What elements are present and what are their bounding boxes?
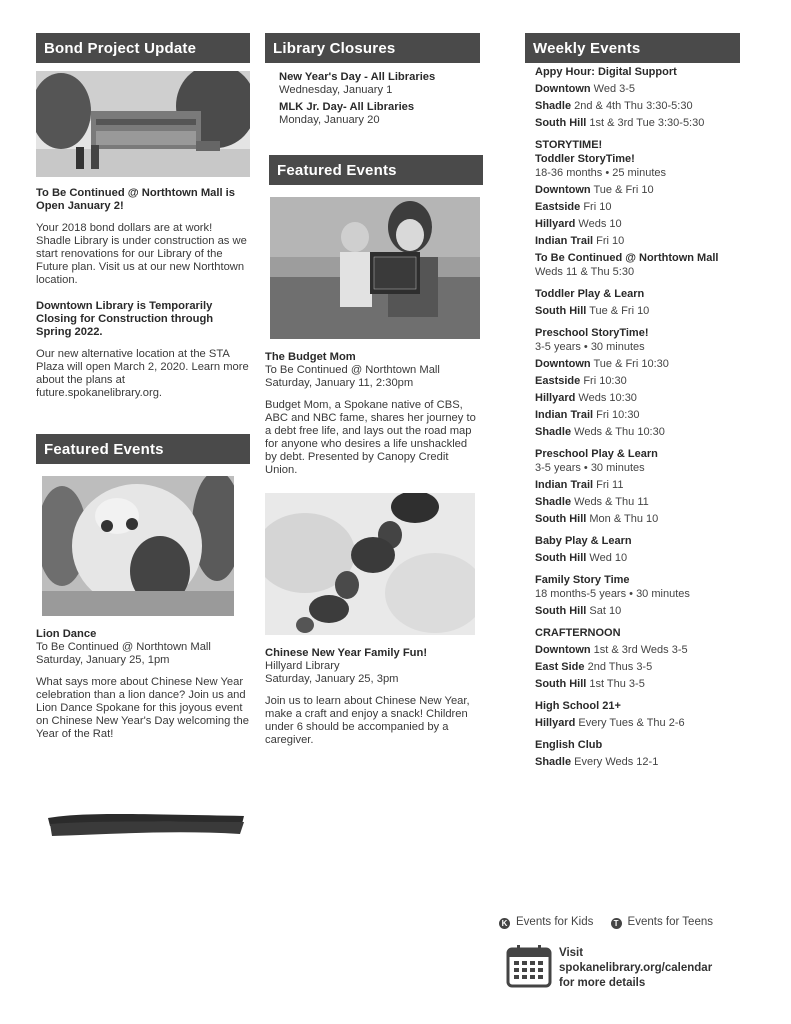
weekly-event-group xyxy=(535,699,740,730)
featured-events-header-middle: Featured Events xyxy=(269,155,483,185)
event-time: Fri 10 xyxy=(596,235,625,247)
visit-calendar-block xyxy=(506,944,713,993)
event-location: Downtown xyxy=(535,644,591,656)
event-location: South Hill xyxy=(535,117,587,129)
lion-dance-date: Saturday, January 25, 1pm xyxy=(36,654,170,666)
event-time: 1st & 3rd Tue 3:30-5:30 xyxy=(589,117,705,129)
event-time: Wed 10 xyxy=(589,552,628,564)
weekly-event-group xyxy=(535,534,740,565)
event-time: Weds 11 & Thu 5:30 xyxy=(535,266,635,278)
event-location: Shadle xyxy=(535,496,572,508)
weekly-event-row xyxy=(535,391,740,405)
cny-date: Saturday, January 25, 3pm xyxy=(265,673,399,685)
event-time: 1st Thu 3-5 xyxy=(589,678,645,690)
weekly-events-list xyxy=(535,65,740,769)
weekly-event-row xyxy=(535,425,740,439)
event-location: Hillyard xyxy=(535,392,576,404)
event-location: Hillyard xyxy=(535,717,576,729)
weekly-event-row xyxy=(535,99,740,113)
weekly-event-row xyxy=(535,116,740,130)
weekly-event-title: High School 21+ xyxy=(535,700,621,712)
budget-mom-photo xyxy=(270,197,480,339)
weekly-event-age-range: 3-5 years • 30 minutes xyxy=(535,462,645,474)
legend-kids xyxy=(499,916,593,929)
event-time: 2nd & 4th Thu 3:30-5:30 xyxy=(574,100,693,112)
event-location: Downtown xyxy=(535,184,591,196)
bond-title: To Be Continued @ Northtown Mall is Open January 2! xyxy=(36,187,236,212)
event-time: Wed 3-5 xyxy=(593,83,636,95)
weekly-event-age-range: 18 months-5 years • 30 minutes xyxy=(535,588,690,600)
event-location: South Hill xyxy=(535,513,587,525)
weekly-event-row xyxy=(535,374,740,388)
event-time: Tue & Fri 10:30 xyxy=(593,358,669,370)
event-location: South Hill xyxy=(535,605,587,617)
weekly-event-row xyxy=(535,82,740,96)
weekly-event-row xyxy=(535,716,740,730)
redacted-scribble xyxy=(44,808,248,840)
closure-date: Monday, January 20 xyxy=(279,114,380,126)
event-location: Indian Trail xyxy=(535,479,594,491)
teens-badge-icon: T xyxy=(611,918,622,929)
event-time: Tue & Fri 10 xyxy=(589,305,650,317)
event-location: Shadle xyxy=(535,100,572,112)
event-time: 2nd Thus 3-5 xyxy=(587,661,653,673)
event-time: Sat 10 xyxy=(589,605,622,617)
weekly-event-row xyxy=(535,677,740,691)
weekly-event-group xyxy=(535,447,740,526)
weekly-event-row xyxy=(535,512,740,526)
visit-line: for more details xyxy=(559,977,646,989)
middle-column xyxy=(265,33,480,747)
budget-mom-date: Saturday, January 11, 2:30pm xyxy=(265,377,414,389)
budget-mom-location: To Be Continued @ Northtown Mall xyxy=(265,364,440,376)
lion-dance-photo xyxy=(42,476,234,616)
weekly-event-row xyxy=(535,408,740,422)
weekly-event-group xyxy=(535,738,740,769)
weekly-event-row xyxy=(535,604,740,618)
event-time: Weds 10:30 xyxy=(578,392,637,404)
closure-name: New Year's Day - All Libraries xyxy=(279,71,436,83)
event-location: Shadle xyxy=(535,756,572,768)
weekly-event-title: STORYTIME! xyxy=(535,139,603,151)
downtown-closing-title: Downtown Library is Temporarily Closing for Construction through Spring 2022. xyxy=(36,300,214,338)
left-column xyxy=(36,33,250,741)
event-location: Indian Trail xyxy=(535,235,594,247)
lion-dance-location: To Be Continued @ Northtown Mall xyxy=(36,641,211,653)
event-time: Tue & Fri 10 xyxy=(593,184,654,196)
lanterns-photo xyxy=(265,493,475,635)
events-legend xyxy=(499,916,727,929)
event-time: Weds 10 xyxy=(578,218,622,230)
event-time: Weds & Thu 11 xyxy=(574,496,649,508)
weekly-event-row xyxy=(535,251,740,279)
kids-badge-icon: K xyxy=(499,918,510,929)
event-time: Fri 11 xyxy=(596,479,624,491)
weekly-event-title: CRAFTERNOON xyxy=(535,627,621,639)
weekly-event-title: Baby Play & Learn xyxy=(535,535,632,547)
weekly-event-row xyxy=(535,755,740,769)
teens-label: Events for Teens xyxy=(627,916,713,928)
legend-teens xyxy=(611,916,713,929)
weekly-event-group xyxy=(535,65,740,130)
event-location: South Hill xyxy=(535,552,587,564)
weekly-event-subtitle: Toddler StoryTime! xyxy=(535,153,635,165)
event-location: Eastside xyxy=(535,201,581,213)
closures-list xyxy=(279,71,480,127)
weekly-event-row xyxy=(535,304,740,318)
weekly-event-title: Family Story Time xyxy=(535,574,630,586)
weekly-event-age-range: 3-5 years • 30 minutes xyxy=(535,341,645,353)
weekly-event-title: Preschool Play & Learn xyxy=(535,448,658,460)
event-time: Every Weds 12-1 xyxy=(574,756,659,768)
weekly-event-row xyxy=(535,660,740,674)
event-location: Eastside xyxy=(535,375,581,387)
weekly-event-title: English Club xyxy=(535,739,603,751)
weekly-event-group xyxy=(535,626,740,691)
event-location: Hillyard xyxy=(535,218,576,230)
event-location: Downtown xyxy=(535,83,591,95)
cny-location: Hillyard Library xyxy=(265,660,340,672)
event-time: Every Tues & Thu 2-6 xyxy=(578,717,685,729)
closure-name: MLK Jr. Day- All Libraries xyxy=(279,101,415,113)
library-closures-header: Library Closures xyxy=(265,33,480,63)
downtown-closing-body: Our new alternative location at the STA Plaza will open March 2, 2020. Learn more about the plans at future.spokanelibrary.org. xyxy=(36,348,249,399)
lion-dance-title: Lion Dance xyxy=(36,628,97,640)
event-time: Fri 10:30 xyxy=(596,409,640,421)
weekly-event-group xyxy=(535,138,740,279)
kids-label: Events for Kids xyxy=(516,916,594,928)
weekly-event-group xyxy=(535,287,740,318)
weekly-event-row xyxy=(535,643,740,657)
event-location: Downtown xyxy=(535,358,591,370)
visit-text xyxy=(559,946,749,991)
event-time: Fri 10:30 xyxy=(583,375,627,387)
cny-title: Chinese New Year Family Fun! xyxy=(265,647,428,659)
calendar-link[interactable]: spokanelibrary.org/calendar xyxy=(559,962,713,974)
event-time: 1st & 3rd Weds 3-5 xyxy=(593,644,688,656)
event-location: To Be Continued @ Northtown Mall xyxy=(535,252,719,264)
northtown-building-photo xyxy=(36,71,250,177)
event-time: Mon & Thu 10 xyxy=(589,513,659,525)
right-column xyxy=(525,33,740,769)
weekly-event-group xyxy=(535,326,740,439)
cny-body: Join us to learn about Chinese New Year, make a craft and enjoy a snack! Children under 6 should be accompanied by a caregiver. xyxy=(265,695,470,746)
event-time: Weds & Thu 10:30 xyxy=(574,426,665,438)
event-time: Fri 10 xyxy=(583,201,612,213)
event-location: South Hill xyxy=(535,305,587,317)
weekly-events-header: Weekly Events xyxy=(525,33,740,63)
weekly-event-row xyxy=(535,217,740,231)
weekly-event-row xyxy=(535,200,740,214)
event-location: South Hill xyxy=(535,678,587,690)
weekly-event-title: Preschool StoryTime! xyxy=(535,327,649,339)
weekly-event-title: Toddler Play & Learn xyxy=(535,288,645,300)
closure-date: Wednesday, January 1 xyxy=(279,84,393,96)
weekly-event-title: Appy Hour: Digital Support xyxy=(535,66,677,78)
budget-mom-title: The Budget Mom xyxy=(265,351,356,363)
weekly-event-row xyxy=(535,478,740,492)
weekly-event-row xyxy=(535,551,740,565)
lion-dance-body: What says more about Chinese New Year celebration than a lion dance? Join us and Lion Dance Spokane for this joyous event on Chinese New Year's Day welcoming the Year of the Rat! xyxy=(36,676,249,740)
weekly-event-age-range: 18-36 months • 25 minutes xyxy=(535,167,667,179)
weekly-event-row xyxy=(535,357,740,371)
weekly-event-row xyxy=(535,234,740,248)
bond-project-header: Bond Project Update xyxy=(36,33,250,63)
budget-mom-body: Budget Mom, a Spokane native of CBS, ABC and NBC fame, shares her journey to a debt free life, and lays out the road map for anyone who desires a life unshackled by debt. Presented by Canopy Credit Union. xyxy=(265,399,476,476)
featured-events-header-left: Featured Events xyxy=(36,434,250,464)
weekly-event-row xyxy=(535,183,740,197)
event-location: Shadle xyxy=(535,426,572,438)
calendar-icon xyxy=(506,944,552,988)
weekly-event-row xyxy=(535,495,740,509)
bond-body: Your 2018 bond dollars are at work! Shadle Library is under construction as we start renovations for our Library of the Future plan. Visit us at our new Northtown location. xyxy=(36,222,247,286)
event-location: East Side xyxy=(535,661,585,673)
visit-line: Visit xyxy=(559,947,584,959)
event-location: Indian Trail xyxy=(535,409,594,421)
weekly-event-group xyxy=(535,573,740,618)
